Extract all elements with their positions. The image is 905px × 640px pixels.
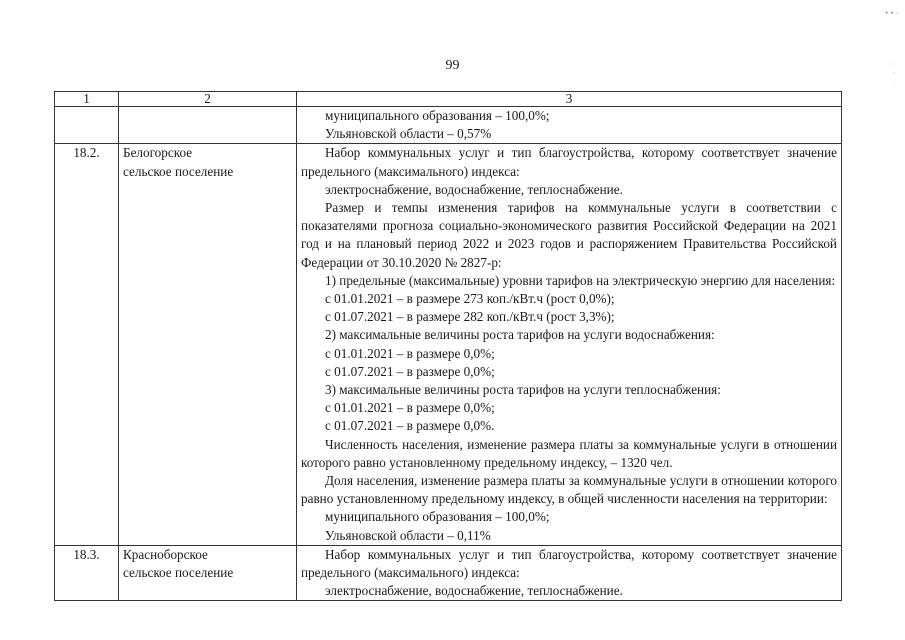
text-line: с 01.07.2021 – в размере 0,0%;: [325, 363, 495, 379]
cell-content: [297, 107, 842, 144]
paragraph: 1) предельные (максимальные) уровни тарифов на электрическую энергию для населения:: [325, 272, 836, 288]
text-line: Ульяновской области – 0,11%: [325, 527, 491, 543]
text-line: Ульяновской области – 0,57%: [325, 126, 492, 142]
text-line: с 01.07.2021 – в размере 0,0%.: [325, 418, 495, 434]
text-line: с 01.07.2021 – в размере 282 коп./кВт.ч (рост 3,3%);: [325, 309, 615, 325]
header-col-1: 1: [55, 92, 119, 107]
text-line: 3) максимальные величины роста тарифов на услуги теплоснабжения:: [325, 382, 721, 398]
header-col-3: 3: [297, 92, 842, 107]
row-number: 18.2.: [55, 144, 119, 545]
header-col-2: 2: [119, 92, 297, 107]
paragraph: Численность населения, изменение размера платы за коммунальные услуги в отношении которого равно установленному предельному индексу, – 1320 чел.: [301, 436, 837, 470]
table-header-row: [55, 92, 842, 107]
cell-content: [297, 144, 842, 545]
cell-empty: [55, 107, 119, 144]
corner-mark: • • ·: [885, 8, 899, 18]
paragraph: Доля населения, изменение размера платы за коммунальные услуги в отношении которого равно установленному предельному индексу, в общей численности населения на территории:: [301, 473, 837, 507]
scan-edge-marks: · · ·: [892, 60, 895, 87]
text-line: 2) максимальные величины роста тарифов на услуги водоснабжения:: [325, 327, 715, 343]
settlement-name-line: Белогорское: [123, 145, 193, 161]
settlement-name: [119, 545, 297, 601]
paragraph: Набор коммунальных услуг и тип благоустройства, которому соответствует значение предельного (максимального) индекса:: [301, 145, 837, 179]
cell-content: [297, 545, 842, 601]
tariff-table: [54, 91, 842, 601]
text-line: электроснабжение, водоснабжение, теплоснабжение.: [325, 181, 623, 197]
settlement-name-line: сельское поселение: [123, 163, 234, 179]
text-line: муниципального образования – 100,0%;: [325, 509, 550, 525]
page-number: 99: [445, 58, 460, 73]
text-line: с 01.01.2021 – в размере 0,0%;: [325, 345, 495, 361]
settlement-name-line: сельское поселение: [123, 565, 234, 581]
paragraph: Размер и темпы изменения тарифов на коммунальные услуги в соответствии с показателями прогноза социально-экономического развития Российской Федерации на 2021 год и на плановый период 2022 и 2023 годов и распоряжением Правительства Российской Федерации от 30.10.2020 № 2827-р:: [301, 200, 837, 270]
text-line: с 01.01.2021 – в размере 0,0%;: [325, 400, 495, 416]
paragraph: Набор коммунальных услуг и тип благоустройства, которому соответствует значение предельного (максимального) индекса:: [301, 546, 837, 581]
row-number: 18.3.: [55, 545, 119, 601]
table-row-continuation: [55, 107, 842, 144]
settlement-name-line: Красноборское: [123, 546, 208, 562]
text-line: муниципального образования – 100,0%;: [325, 108, 550, 123]
text-line: электроснабжение, водоснабжение, теплоснабжение.: [325, 583, 623, 599]
table-row: [55, 144, 842, 545]
settlement-name: [119, 144, 297, 545]
text-line: с 01.01.2021 – в размере 273 коп./кВт.ч (рост 0,0%);: [325, 291, 615, 307]
cell-empty: [119, 107, 297, 144]
table-row: [55, 545, 842, 601]
